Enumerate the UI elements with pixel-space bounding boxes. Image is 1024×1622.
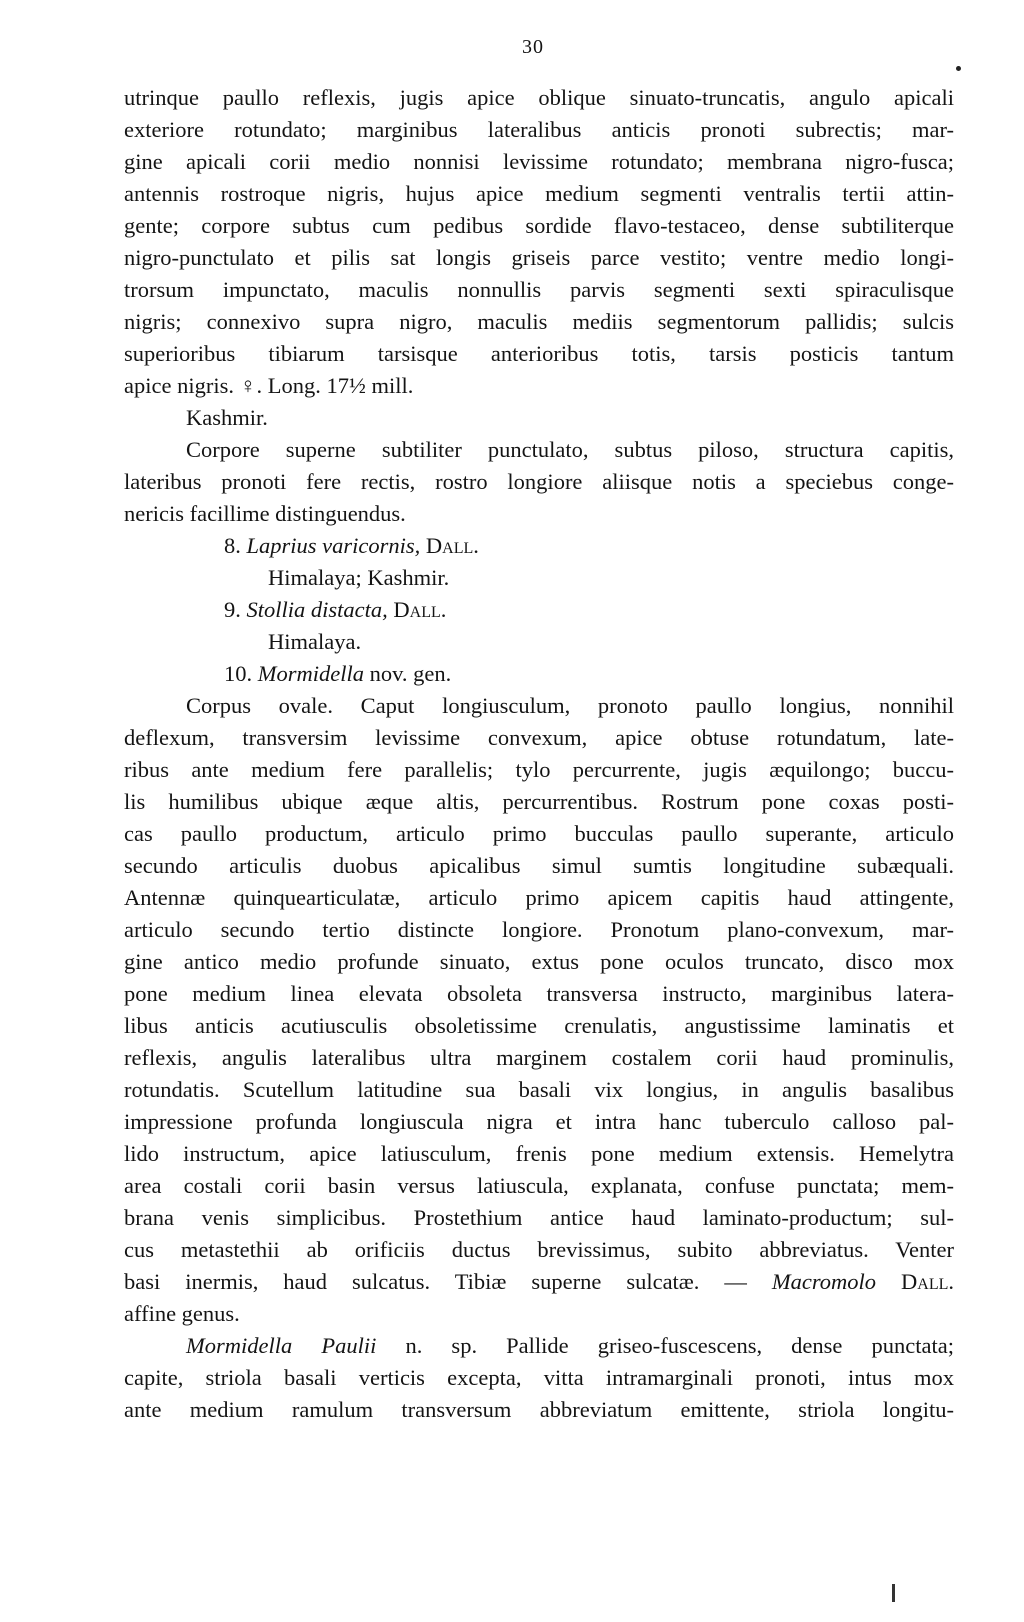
text-line: utrinque paullo reflexis, jugis apice oblique sinuato-truncatis, angulo apicali [124, 85, 954, 110]
text-segment: n. sp. Pallide griseo-fuscescens, dense punctata; [405, 1333, 954, 1358]
text-line: brana venis simplicibus. Prostethium antice haud laminato-productum; sul- [124, 1205, 954, 1230]
text-line: rotundatis. Scutellum latitudine sua basali vix longius, in angulis basalibus [124, 1077, 954, 1102]
locality: Himalaya; Kashmir. [268, 565, 450, 590]
text-line: ante medium ramulum transversum abbreviatum emittente, striola longitu- [124, 1397, 954, 1422]
text-line: Corpore superne subtiliter punctulato, subtus piloso, structura capitis, [186, 437, 954, 462]
species-name: Laprius varicornis, [246, 533, 421, 558]
genus-entry-10 [224, 658, 824, 690]
text-line: impressione profunda longiuscula nigra et intra hanc tuberculo calloso pal- [124, 1109, 954, 1134]
text-line: libus anticis acutiusculis obsoletissime crenulatis, angustissime laminatis et [124, 1013, 954, 1038]
species-description-start [186, 1330, 954, 1362]
entry-number: 8. [224, 533, 241, 558]
species-entry-9 [224, 594, 824, 626]
text-line: ribus ante medium fere parallelis; tylo percurrente, jugis æquilongo; buccu- [124, 757, 954, 782]
text-line: Corpus ovale. Caput longiusculum, pronoto paullo longius, nonnihil [186, 693, 954, 718]
text-line: affine genus. [124, 1301, 240, 1326]
text-line: articulo secundo tertio distincte longiore. Pronotum plano-convexum, mar- [124, 917, 954, 942]
author-name: Dall. [393, 597, 447, 622]
author-name: Dall. [901, 1269, 955, 1294]
text-line: nericis facillime distinguendus. [124, 501, 406, 526]
entry-number: 10. [224, 661, 253, 686]
species-name: Stollia distacta, [246, 597, 388, 622]
author-name: Dall. [425, 533, 479, 558]
text-line: lateribus pronoti fere rectis, rostro longiore aliisque notis a speciebus conge- [124, 469, 954, 494]
text-line [124, 1266, 954, 1298]
margin-mark [892, 1584, 895, 1602]
text-line: nigris; connexivo supra nigro, maculis mediis segmentorum pallidis; sulcis [124, 309, 954, 334]
text-line: gine apicali corii medio nonnisi levissime rotundato; membrana nigro-fusca; [124, 149, 954, 174]
entry-number: 9. [224, 597, 241, 622]
text-line: apice nigris. ♀. Long. 17½ mill. [124, 373, 414, 398]
ink-speck [956, 66, 961, 71]
genus-reference: Macromolo [771, 1269, 877, 1294]
genus-name: Mormidella [257, 661, 364, 686]
text-line: cas paullo productum, articulo primo bucculas paullo superante, articulo [124, 821, 954, 846]
text-line: pone medium linea elevata obsoleta transversa instructo, marginibus latera- [124, 981, 954, 1006]
locality: Kashmir. [186, 405, 268, 430]
text-line: lis humilibus ubique æque altis, percurrentibus. Rostrum pone coxas posti- [124, 789, 954, 814]
page-number: 30 [522, 36, 544, 58]
text-line: nigro-punctulato et pilis sat longis griseis parce vestito; ventre medio longi- [124, 245, 954, 270]
species-entry-8 [224, 530, 824, 562]
text-line: reflexis, angulis lateralibus ultra marginem costalem corii haud prominulis, [124, 1045, 954, 1070]
text-line: antennis rostroque nigris, hujus apice medium segmenti ventralis tertii attin- [124, 181, 954, 206]
text-line: gine antico medio profunde sinuato, extus pone oculos truncato, disco mox [124, 949, 954, 974]
text-line: trorsum impunctato, maculis nonnullis parvis segmenti sexti spiraculisque [124, 277, 954, 302]
text-line: lido instructum, apice latiusculum, frenis pone medium extensis. Hemelytra [124, 1141, 954, 1166]
text-line: exteriore rotundato; marginibus lateralibus anticis pronoti subrectis; mar- [124, 117, 954, 142]
text-line: capite, striola basali verticis excepta, vitta intramarginali pronoti, intus mox [124, 1365, 954, 1390]
text-line: deflexum, transversim levissime convexum, apice obtuse rotundatum, late- [124, 725, 954, 750]
text-line: secundo articulis duobus apicalibus simul sumtis longitudine subæquali. [124, 853, 954, 878]
text-line: superioribus tibiarum tarsisque anterioribus totis, tarsis posticis tantum [124, 341, 954, 366]
species-name: Mormidella Paulii [186, 1333, 377, 1358]
text-line: gente; corpore subtus cum pedibus sordide flavo-testaceo, dense subtiliterque [124, 213, 954, 238]
text-line: area costali corii basin versus latiuscula, explanata, confuse punctata; mem- [124, 1173, 954, 1198]
text-line: cus metastethii ab orificiis ductus brevissimus, subito abbreviatus. Venter [124, 1237, 954, 1262]
text-line: Antennæ quinquearticulatæ, articulo primo apicem capitis haud attingente, [124, 885, 954, 910]
genus-status: nov. gen. [369, 661, 452, 686]
locality: Himalaya. [268, 629, 362, 654]
text-segment: basi inermis, haud sulcatus. Tibiæ superne sulcatæ. — [124, 1269, 747, 1294]
